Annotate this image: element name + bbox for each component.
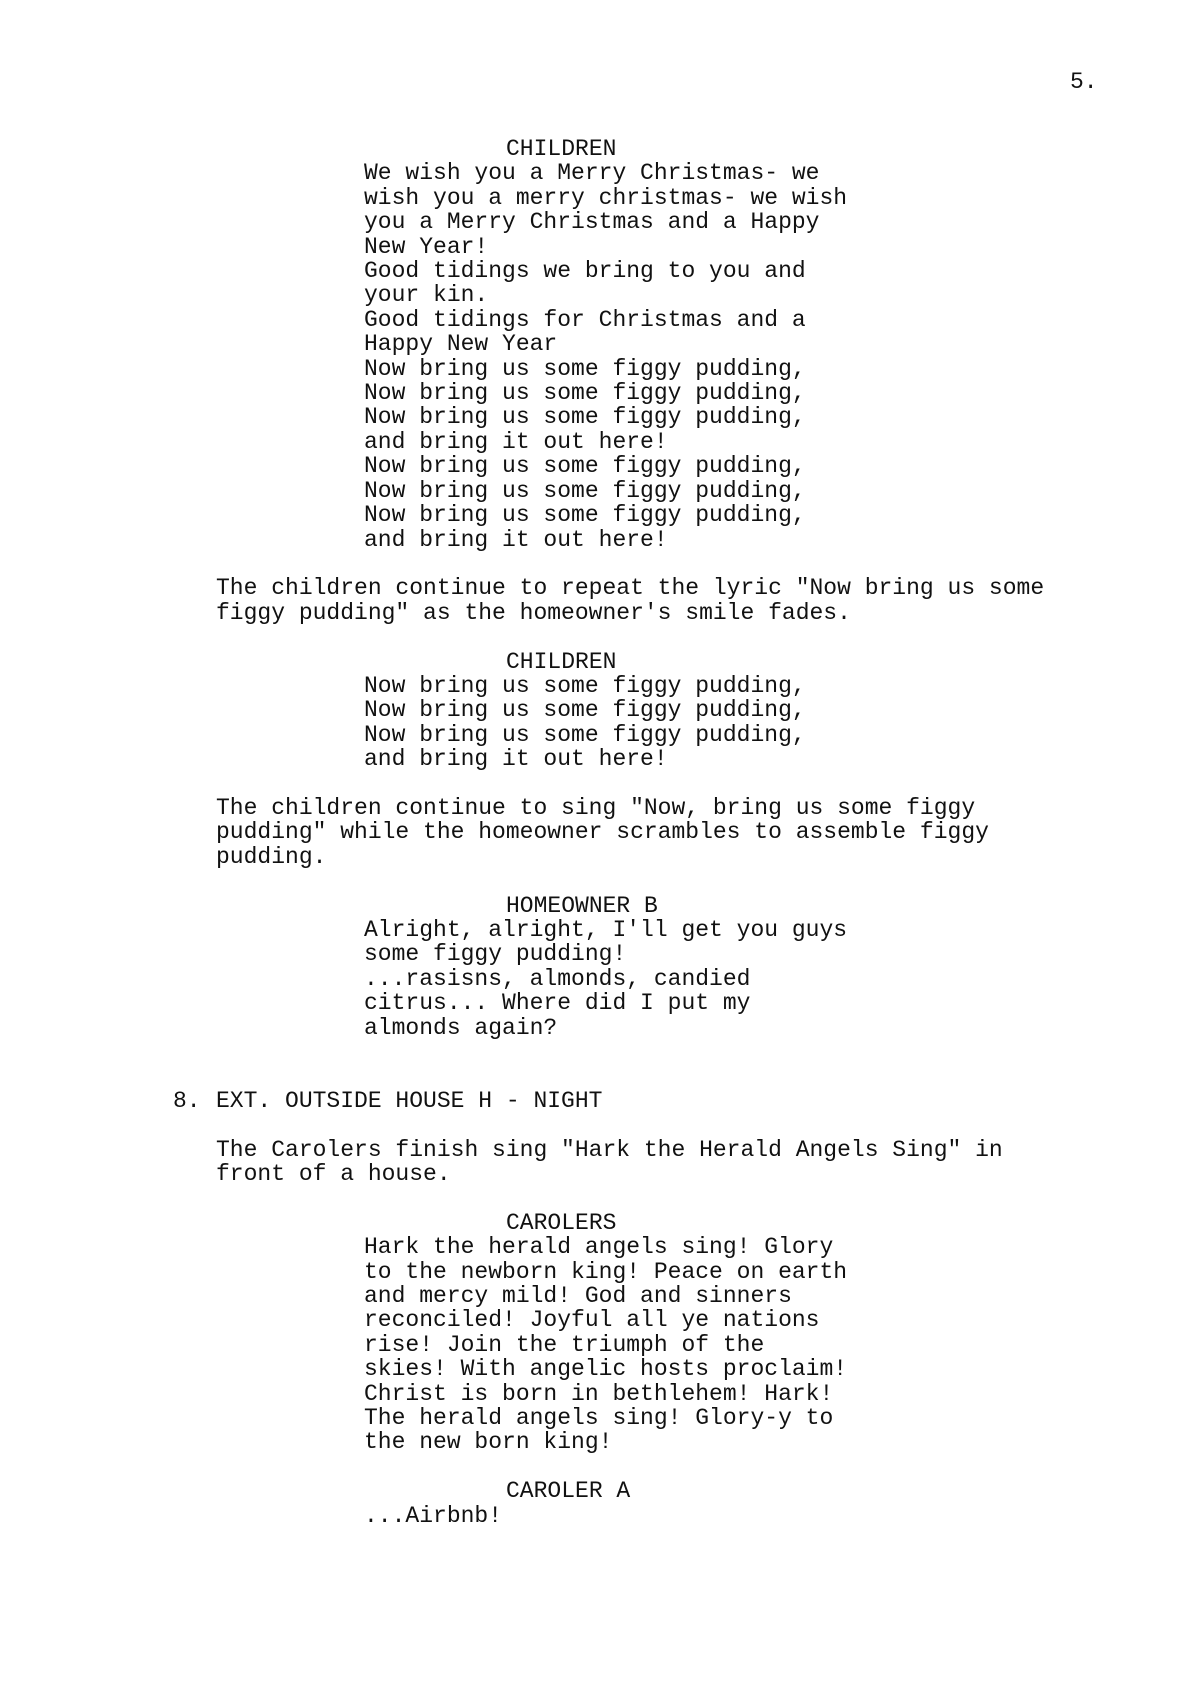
dialogue-line: you a Merry Christmas and a Happy [364, 209, 820, 236]
dialogue-line: Now bring us some figgy pudding, [364, 380, 806, 407]
dialogue-line: Now bring us some figgy pudding, [364, 355, 806, 382]
character-name: CAROLER A [506, 1478, 631, 1505]
dialogue-line: and mercy mild! God and sinners [364, 1282, 792, 1309]
dialogue-line: Now bring us some figgy pudding, [364, 721, 806, 748]
spacer [0, 1186, 1190, 1210]
spacer [0, 1040, 1190, 1089]
action-line: pudding. [216, 843, 327, 870]
spacer [0, 625, 1190, 649]
screenplay-body [0, 137, 1190, 1528]
dialogue-line: ...Airbnb! [364, 1502, 503, 1529]
dialogue-line: ...rasisns, almonds, candied [364, 965, 751, 992]
dialogue-line: and bring it out here! [364, 428, 668, 455]
spacer [0, 1113, 1190, 1137]
action-line: The children continue to sing "Now, bring us some figgy [216, 794, 976, 821]
dialogue-line: wish you a merry christmas- we wish [364, 184, 848, 211]
action-block [0, 796, 1190, 869]
action-line: figgy pudding" as the homeowner's smile fades. [216, 599, 851, 626]
dialogue-block [0, 1211, 1190, 1455]
spacer [0, 1455, 1190, 1479]
action-line: The children continue to repeat the lyric "Now bring us some [216, 575, 1045, 602]
dialogue-line: and bring it out here! [364, 526, 668, 553]
character-name: CAROLERS [506, 1209, 617, 1236]
action-line: front of a house. [216, 1160, 451, 1187]
dialogue-line: Now bring us some figgy pudding, [364, 697, 806, 724]
scene-block [0, 1089, 1190, 1113]
dialogue-block [0, 894, 1190, 1040]
dialogue-line: Good tidings for Christmas and a [364, 306, 806, 333]
dialogue-line: your kin. [364, 282, 489, 309]
dialogue-line: to the newborn king! Peace on earth [364, 1258, 848, 1285]
dialogue-line: We wish you a Merry Christmas- we [364, 160, 820, 187]
dialogue-line: and bring it out here! [364, 746, 668, 773]
dialogue-line: Alright, alright, I'll get you guys [364, 916, 848, 943]
page-number: 5. [1070, 69, 1098, 95]
action-block [0, 1138, 1190, 1187]
dialogue-block [0, 650, 1190, 772]
dialogue-line: Now bring us some figgy pudding, [364, 477, 806, 504]
dialogue-line: Now bring us some figgy pudding, [364, 502, 806, 529]
dialogue-line: rise! Join the triumph of the [364, 1331, 765, 1358]
dialogue-line: Christ is born in bethlehem! Hark! [364, 1380, 834, 1407]
dialogue-line: Good tidings we bring to you and [364, 258, 806, 285]
action-block [0, 576, 1190, 625]
dialogue-line: reconciled! Joyful all ye nations [364, 1307, 820, 1334]
scene-number: 8. [173, 1087, 201, 1114]
dialogue-line: Hark the herald angels sing! Glory [364, 1234, 834, 1261]
dialogue-line: Now bring us some figgy pudding, [364, 672, 806, 699]
dialogue-line: Now bring us some figgy pudding, [364, 453, 806, 480]
character-name: CHILDREN [506, 648, 617, 675]
dialogue-line: Now bring us some figgy pudding, [364, 404, 806, 431]
character-name: HOMEOWNER B [506, 892, 658, 919]
dialogue-line: Happy New Year [364, 331, 558, 358]
dialogue-line: New Year! [364, 233, 489, 260]
spacer [0, 869, 1190, 893]
dialogue-line: citrus... Where did I put my [364, 990, 751, 1017]
character-name: CHILDREN [506, 136, 617, 162]
action-line: The Carolers finish sing "Hark the Herald Angels Sing" in [216, 1136, 1003, 1163]
spacer [0, 552, 1190, 576]
dialogue-line: the new born king! [364, 1429, 613, 1456]
action-line: pudding" while the homeowner scrambles to assemble figgy [216, 819, 989, 846]
dialogue-line: some figgy pudding! [364, 941, 627, 968]
dialogue-line: almonds again? [364, 1014, 558, 1041]
scene-heading [173, 1087, 1190, 1114]
dialogue-line: The herald angels sing! Glory-y to [364, 1405, 834, 1432]
dialogue-line: skies! With angelic hosts proclaim! [364, 1356, 848, 1383]
dialogue-block [0, 137, 1190, 552]
dialogue-block [0, 1479, 1190, 1528]
spacer [0, 772, 1190, 796]
scene-heading-text: EXT. OUTSIDE HOUSE H - NIGHT [216, 1087, 603, 1114]
